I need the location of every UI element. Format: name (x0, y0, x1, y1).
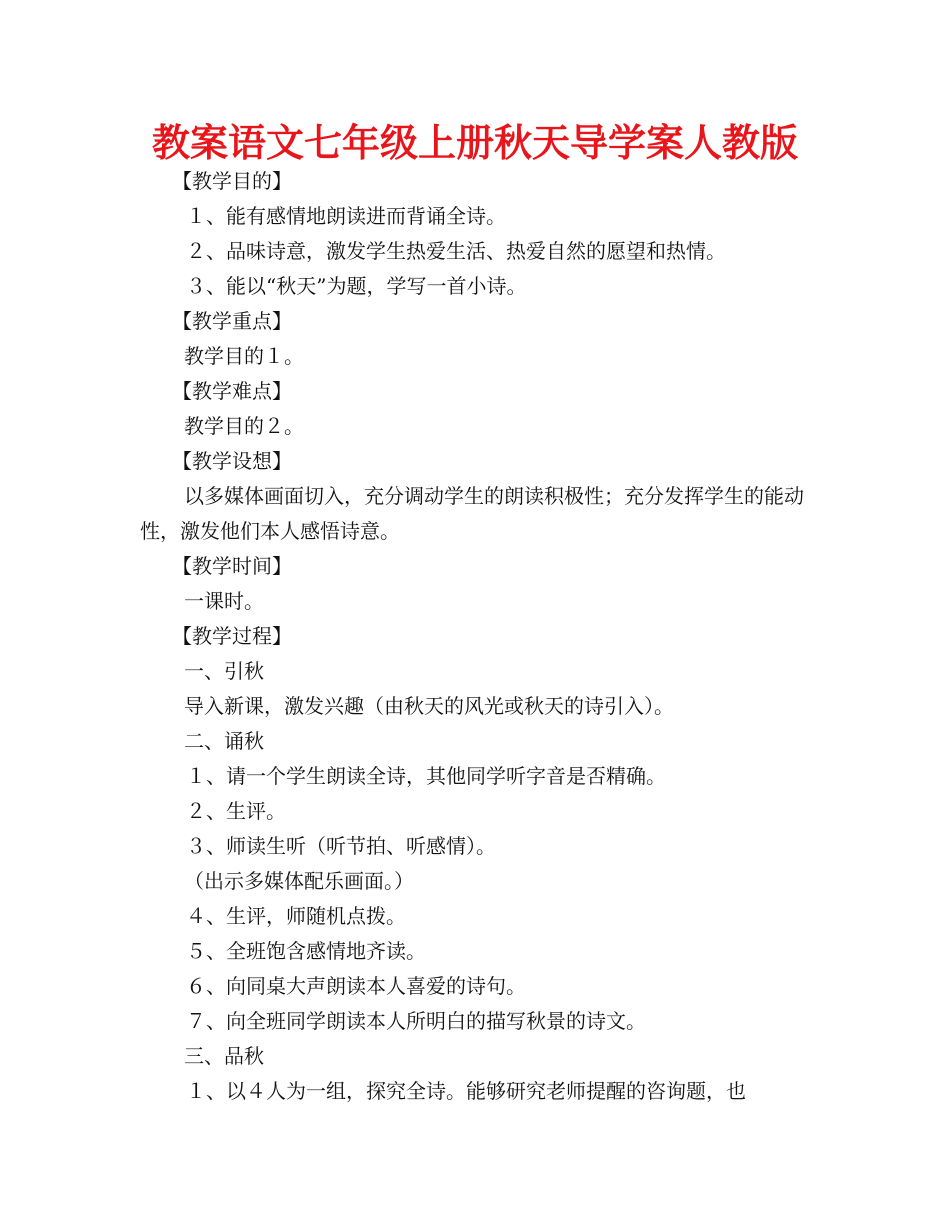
document-title: 教案语文七年级上册秋天导学案人教版 (151, 121, 798, 165)
objective-item-2: ２、品味诗意，激发学生热爱生活、热爱自然的愿望和热情。 (186, 239, 726, 263)
recite-item-7: ７、向全班同学朗读本人所明白的描写秋景的诗文。 (186, 1009, 646, 1033)
process-step-heading-1: 一、引秋 (184, 659, 264, 683)
difficulties-text: 教学目的２。 (184, 414, 304, 438)
section-heading-objectives: 【教学目的】 (172, 169, 292, 193)
process-step-text: 导入新课，激发兴趣（由秋天的风光或秋天的诗引入）。 (184, 694, 674, 718)
section-heading-design: 【教学设想】 (172, 449, 292, 473)
objective-item-1: １、能有感情地朗读进而背诵全诗。 (186, 204, 506, 228)
recite-item-3: ３、师读生听（听节拍、听感情）。 (186, 834, 496, 858)
design-paragraph: 以多媒体画面切入，充分调动学生的朗读积极性；充分发挥学生的能动性，激发他们本人感悟诗意。 (140, 484, 804, 543)
recite-item-4: ４、生评，师随机点拨。 (186, 904, 406, 928)
document-body (140, 164, 820, 1109)
time-text: 一课时。 (184, 589, 264, 613)
appreciate-item-1: １、以４人为一组，探究全诗。能够研究老师提醒的咨询题，也 (186, 1079, 746, 1103)
section-heading-difficulties: 【教学难点】 (172, 379, 292, 403)
recite-item-2: ２、生评。 (186, 799, 286, 823)
process-step-heading-2: 二、诵秋 (184, 729, 264, 753)
section-heading-time: 【教学时间】 (172, 554, 292, 578)
objective-item-3: ３、能以“秋天”为题，学写一首小诗。 (186, 274, 527, 298)
key-points-text: 教学目的１。 (184, 344, 304, 368)
section-heading-process: 【教学过程】 (172, 624, 292, 648)
recite-item-1: １、请一个学生朗读全诗，其他同学听字音是否精确。 (186, 764, 666, 788)
section-heading-key-points: 【教学重点】 (172, 309, 292, 333)
recite-item-6: ６、向同桌大声朗读本人喜爱的诗句。 (186, 974, 526, 998)
recite-note: （出示多媒体配乐画面。） (184, 869, 414, 893)
recite-item-5: ５、全班饱含感情地齐读。 (186, 939, 426, 963)
process-step-heading-3: 三、品秋 (184, 1044, 264, 1068)
